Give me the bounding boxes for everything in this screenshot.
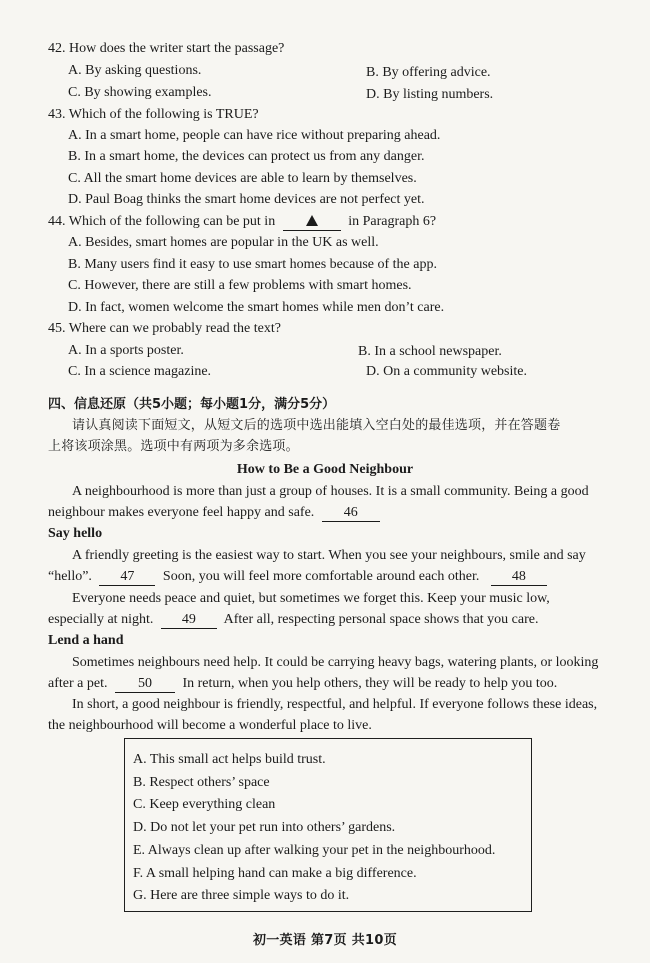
paragraph-1-text: neighbour makes everyone feel happy and safe.	[48, 505, 315, 520]
triangle-icon	[306, 215, 318, 226]
blank-47[interactable]	[99, 569, 155, 586]
paragraph-4-text-a: after a pet.	[48, 676, 108, 691]
choice-g[interactable]: G. Here are three simple ways to do it.	[133, 888, 350, 903]
subhead-say-hello: Say hello	[48, 526, 103, 541]
paragraph-3-text-b: After all, respecting personal space shows that you care.	[223, 612, 539, 627]
paragraph-3-text-a: especially at night.	[48, 612, 154, 627]
blank-44	[283, 214, 341, 231]
section-4-heading: 四、信息还原（共5小题；每小题1分，满分5分）	[48, 397, 336, 412]
blank-50-number: 50	[137, 676, 152, 691]
question-42-option-b[interactable]: B. By offering advice.	[366, 65, 491, 80]
paragraph-3-line-1: Everyone needs peace and quiet, but sometimes we forget this. Keep your music low,	[72, 591, 550, 606]
blank-48[interactable]	[491, 569, 547, 586]
question-44-option-d[interactable]: D. In fact, women welcome the smart homes while men don’t care.	[68, 300, 445, 315]
blank-46-number: 46	[343, 505, 358, 520]
question-43-option-d[interactable]: D. Paul Boag thinks the smart home devices are not perfect yet.	[68, 192, 425, 207]
question-45-option-b[interactable]: B. In a school newspaper.	[358, 344, 502, 359]
blank-46[interactable]	[322, 505, 380, 522]
blank-49[interactable]	[161, 612, 217, 629]
question-44-stem-before: 44. Which of the following can be put in	[48, 214, 276, 229]
question-43-option-a[interactable]: A. In a smart home, people can have rice without preparing ahead.	[68, 128, 441, 143]
paragraph-2-line-2	[48, 566, 547, 587]
page-footer: 初一英语 第7页 共10页	[252, 933, 398, 948]
blank-49-number: 49	[181, 612, 196, 627]
subhead-lend-a-hand: Lend a hand	[48, 633, 124, 648]
question-45-option-c[interactable]: C. In a science magazine.	[68, 364, 212, 379]
choice-b[interactable]: B. Respect others’ space	[133, 775, 270, 790]
paragraph-5-line-1: In short, a good neighbour is friendly, respectful, and helpful. If everyone follows these ideas,	[72, 697, 598, 712]
paragraph-4-line-1: Sometimes neighbours need help. It could be carrying heavy bags, watering plants, or looking	[72, 655, 599, 670]
question-45-stem: 45. Where can we probably read the text?	[48, 321, 281, 336]
question-42-option-c[interactable]: C. By showing examples.	[68, 85, 212, 100]
paragraph-2-text-a: “hello”.	[48, 569, 92, 584]
answer-choices-box	[124, 738, 532, 912]
question-43-stem: 43. Which of the following is TRUE?	[48, 107, 259, 122]
section-4-instruction-line-2: 上将该项涂黑。选项中有两项为多余选项。	[48, 439, 299, 454]
passage-title: How to Be a Good Neighbour	[236, 462, 414, 477]
question-44-option-b[interactable]: B. Many users find it easy to use smart homes because of the app.	[68, 257, 437, 272]
question-44-option-c[interactable]: C. However, there are still a few problems with smart homes.	[68, 278, 412, 293]
blank-48-number: 48	[511, 569, 526, 584]
choice-f[interactable]: F. A small helping hand can make a big difference.	[133, 866, 417, 881]
paragraph-3-line-2	[48, 609, 538, 630]
paragraph-1-line-1: A neighbourhood is more than just a group of houses. It is a small community. Being a good	[72, 484, 589, 499]
blank-47-number: 47	[120, 569, 135, 584]
paragraph-1-line-2	[48, 502, 380, 523]
question-43-option-c[interactable]: C. All the smart home devices are able to learn by themselves.	[68, 171, 417, 186]
question-44-option-a[interactable]: A. Besides, smart homes are popular in the UK as well.	[68, 235, 379, 250]
question-45-option-d[interactable]: D. On a community website.	[366, 364, 527, 379]
question-44-stem-after: in Paragraph 6?	[348, 214, 437, 229]
question-45-option-a[interactable]: A. In a sports poster.	[68, 343, 184, 358]
question-43-option-b[interactable]: B. In a smart home, the devices can protect us from any danger.	[68, 149, 425, 164]
question-42-option-a[interactable]: A. By asking questions.	[68, 63, 202, 78]
question-42-option-d[interactable]: D. By listing numbers.	[366, 87, 494, 102]
paragraph-2-text-b: Soon, you will feel more comfortable around each other.	[162, 569, 480, 584]
choice-d[interactable]: D. Do not let your pet run into others’ gardens.	[133, 820, 396, 835]
choice-c[interactable]: C. Keep everything clean	[133, 797, 276, 812]
question-44-stem	[48, 211, 436, 232]
choice-a[interactable]: A. This small act helps build trust.	[133, 752, 326, 767]
choice-e[interactable]: E. Always clean up after walking your pet in the neighbourhood.	[133, 843, 496, 858]
question-42-stem: 42. How does the writer start the passage?	[48, 41, 285, 56]
section-4-instruction-line-1: 请认真阅读下面短文，从短文后的选项中选出能填入空白处的最佳选项，并在答题卷	[72, 418, 561, 433]
paragraph-4-text-b: In return, when you help others, they will be ready to help you too.	[182, 676, 558, 691]
paragraph-4-line-2	[48, 673, 557, 694]
paragraph-2-line-1: A friendly greeting is the easiest way to start. When you see your neighbours, smile and say	[72, 548, 586, 563]
blank-50[interactable]	[115, 676, 175, 693]
paragraph-5-line-2: the neighbourhood will become a wonderful place to live.	[48, 718, 372, 733]
